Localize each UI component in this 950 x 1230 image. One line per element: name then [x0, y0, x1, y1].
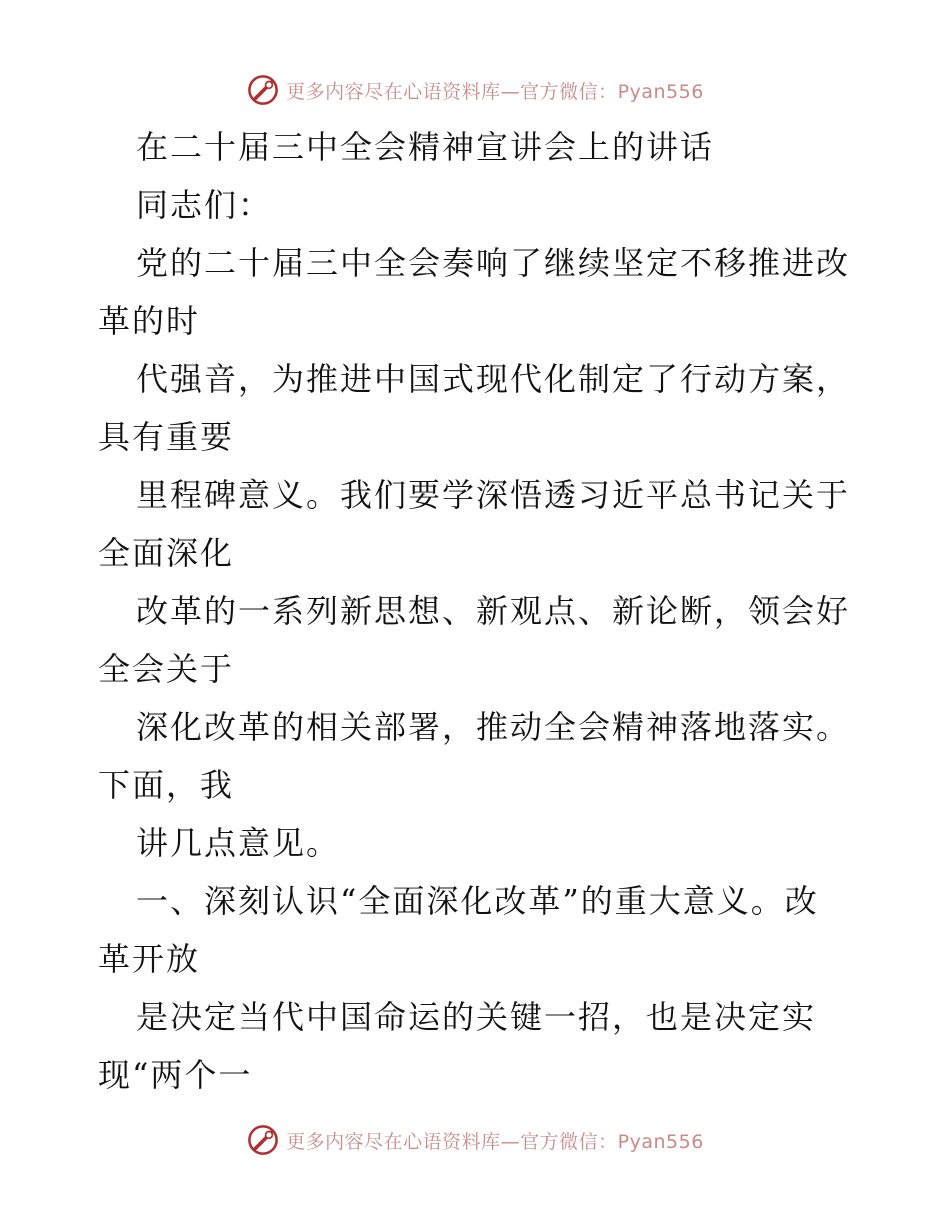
doc-title: 在二十届三中全会精神宣讲会上的讲话 — [136, 128, 715, 166]
text-line: 讲几点意见。 — [136, 824, 341, 862]
document-body — [98, 118, 858, 1104]
brand-logo-icon — [246, 1123, 280, 1157]
text-line: 具有重要 — [98, 418, 235, 456]
watermark-text: 更多内容尽在心语资料库—官方微信：Pyan556 — [286, 80, 704, 103]
text-line: 是决定当代中国命运的关键一招，也是决定实 — [136, 998, 817, 1036]
text-line: 党的二十届三中全会奏响了继续坚定不移推进改 — [136, 244, 851, 282]
text-line: 革的时 — [98, 302, 201, 340]
text-line: 改革的一系列新思想、新观点、新论断，领会好 — [136, 592, 851, 630]
text-line: 全会关于 — [98, 650, 235, 688]
salutation: 同志们： — [136, 186, 273, 224]
text-line: 代强音，为推进中国式现代化制定了行动方案， — [136, 360, 851, 398]
text-line: 深化改革的相关部署，推动全会精神落地落实。 — [136, 708, 851, 746]
text-line: 里程碑意义。我们要学深悟透习近平总书记关于 — [136, 476, 851, 514]
footer-watermark — [0, 1120, 950, 1160]
brand-logo-icon — [246, 73, 280, 107]
section-heading: 一、深刻认识“全面深化改革”的重大意义。改 — [136, 882, 819, 920]
text-line: 下面，我 — [98, 766, 235, 804]
text-line: 全面深化 — [98, 534, 235, 572]
watermark-text: 更多内容尽在心语资料库—官方微信：Pyan556 — [286, 1130, 704, 1153]
text-line: 革开放 — [98, 940, 201, 978]
text-line: 现“两个一 — [98, 1056, 253, 1094]
header-watermark — [0, 70, 950, 110]
